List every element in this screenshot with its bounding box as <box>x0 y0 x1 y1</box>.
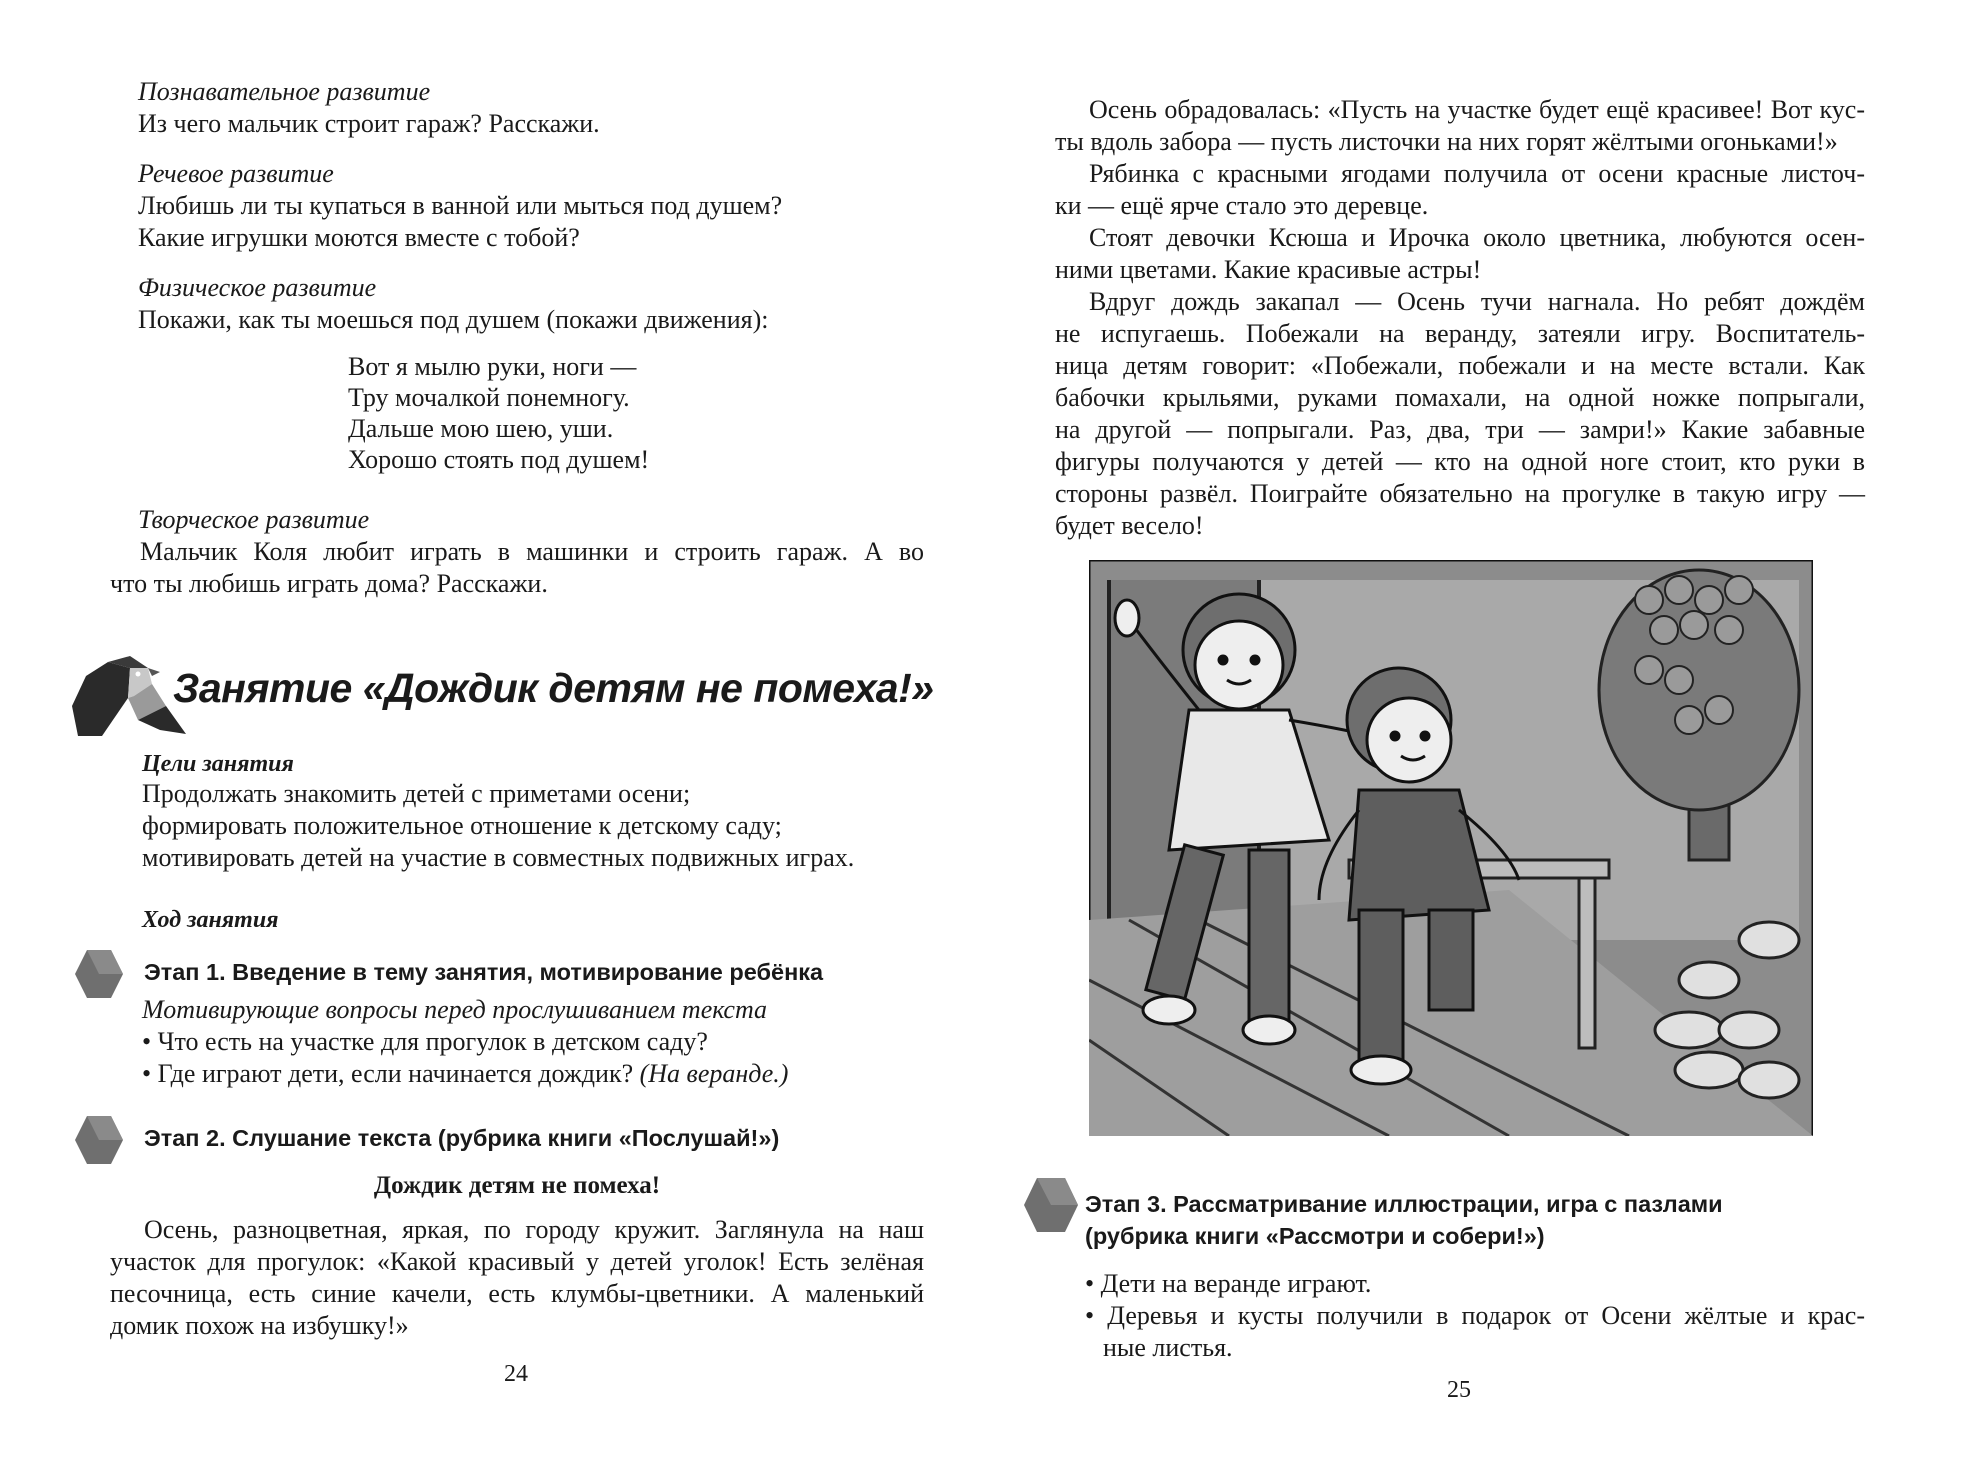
speech-line-2: Какие игрушки моются вместе с тобой? <box>138 223 580 252</box>
stage-3-title-line-1: Этап 3. Рассматривание иллюстрации, игра с пазлами <box>1085 1191 1723 1217</box>
poem-line-1: Вот я мылю руки, ноги — <box>348 352 637 381</box>
stage-3-hex-icon <box>1023 1176 1079 1234</box>
lesson-title: Занятие «Дождик детям не помеха!» <box>173 665 934 711</box>
creative-line-1: Мальчик Коля любит играть в машинки и строить гараж. А во <box>140 537 924 566</box>
stage-2-hex-icon <box>74 1114 124 1166</box>
r-story-line-9: ница детям говорит: «Побежали, побежали и на месте встали. Как <box>1055 351 1865 380</box>
r-story-line-14: будет весело! <box>1055 511 1204 540</box>
stage-3-bullet-1: • Дети на веранде играют. <box>1085 1268 1371 1300</box>
r-story-line-5: Стоят девочки Ксюша и Ирочка около цветника, любуются осен- <box>1089 223 1865 252</box>
children-on-veranda-illustration <box>1089 560 1813 1136</box>
story-line-3: песочница, есть синие качели, есть клумбы-цветники. А маленький <box>110 1279 924 1308</box>
stage-1-question-1: • Что есть на участке для прогулок в детском саду? <box>142 1026 708 1058</box>
r-story-line-3: Рябинка с красными ягодами получила от осени красные листоч- <box>1089 159 1865 188</box>
goal-3: мотивировать детей на участие в совместных подвижных играх. <box>142 843 855 872</box>
r-story-line-6: ними цветами. Какие красивые астры! <box>1055 255 1482 284</box>
stage-1-answer-2: (На веранде.) <box>639 1059 789 1088</box>
creative-line-2: что ты любишь играть дома? Расскажи. <box>110 569 548 598</box>
stage-1-hex-icon <box>74 948 124 1000</box>
r-story-line-8: не испугаешь. Побежали на веранду, затеяли игру. Воспитатель- <box>1055 319 1865 348</box>
r-story-line-1: Осень обрадовалась: «Пусть на участке будет ещё красивее! Вот кус- <box>1089 95 1865 124</box>
physical-text: Покажи, как ты моешься под душем (покажи движения): <box>138 305 769 334</box>
stage-1-title: Этап 1. Введение в тему занятия, мотивирование ребёнка <box>144 959 824 985</box>
story-line-1: Осень, разноцветная, яркая, по городу кружит. Заглянула на наш <box>144 1215 924 1244</box>
creative-label: Творческое развитие <box>138 505 370 534</box>
r-story-line-2: ты вдоль забора — пусть листочки на них горят жёлтыми огоньками!» <box>1055 127 1838 156</box>
r-story-line-4: ки — ещё ярче стало это деревце. <box>1055 191 1429 220</box>
speech-label: Речевое развитие <box>138 159 334 188</box>
speech-line-1: Любишь ли ты купаться в ванной или мыться под душем? <box>138 191 783 220</box>
physical-label: Физическое развитие <box>138 273 377 302</box>
page-number-right: 25 <box>1447 1377 1471 1403</box>
poem <box>348 351 649 475</box>
poem-line-2: Тру мочалкой понемногу. <box>348 383 630 412</box>
r-story-line-7: Вдруг дождь закапал — Осень тучи нагнала. Но ребят дождём <box>1089 287 1865 316</box>
page-number-left: 24 <box>504 1361 528 1387</box>
cognitive-label: Познавательное развитие <box>138 77 431 106</box>
goal-1: Продолжать знакомить детей с приметами осени; <box>142 779 691 808</box>
cognitive-text: Из чего мальчик строит гараж? Расскажи. <box>138 109 600 138</box>
r-story-line-10: бабочки крыльями, руками помахали, на одной ножке попрыгали, <box>1055 383 1865 412</box>
stage-3-bullet-2-line-2: ные листья. <box>1103 1333 1233 1362</box>
goals-label: Цели занятия <box>142 751 294 777</box>
stage-1-question-2-line <box>142 1058 788 1090</box>
story-line-2: участок для прогулок: «Какой красивый у детей уголок! Есть зелёная <box>110 1247 924 1276</box>
stage-1-question-2: • Где играют дети, если начинается дождик? <box>142 1059 633 1088</box>
goal-2: формировать положительное отношение к детскому саду; <box>142 811 782 840</box>
stage-1-subtitle: Мотивирующие вопросы перед прослушиванием текста <box>142 995 768 1024</box>
r-story-line-12: фигуры получаются у детей — кто на одной ноге стоит, кто руки в <box>1055 447 1865 476</box>
stage-3-title-line-2: (рубрика книги «Рассмотри и собери!») <box>1085 1223 1545 1249</box>
stage-2-title: Этап 2. Слушание текста (рубрика книги «Послушай!») <box>144 1125 780 1151</box>
story-line-4: домик похож на избушку!» <box>110 1311 409 1340</box>
poem-line-4: Хорошо стоять под душем! <box>348 445 650 474</box>
right-page <box>981 0 1962 1458</box>
poem-line-3: Дальше мою шею, уши. <box>348 414 614 443</box>
r-story-line-13: стороны развёл. Поиграйте обязательно на прогулке в такую игру — <box>1055 479 1865 508</box>
r-story-line-11: на другой — попрыгали. Раз, два, три — замри!» Какие забавные <box>1055 415 1865 444</box>
story-title: Дождик детям не помеха! <box>373 1172 661 1199</box>
stage-3-bullet-2-line-1: • Деревья и кусты получили в подарок от Осени жёлтые и крас- <box>1085 1300 1865 1332</box>
course-label: Ход занятия <box>142 907 279 933</box>
